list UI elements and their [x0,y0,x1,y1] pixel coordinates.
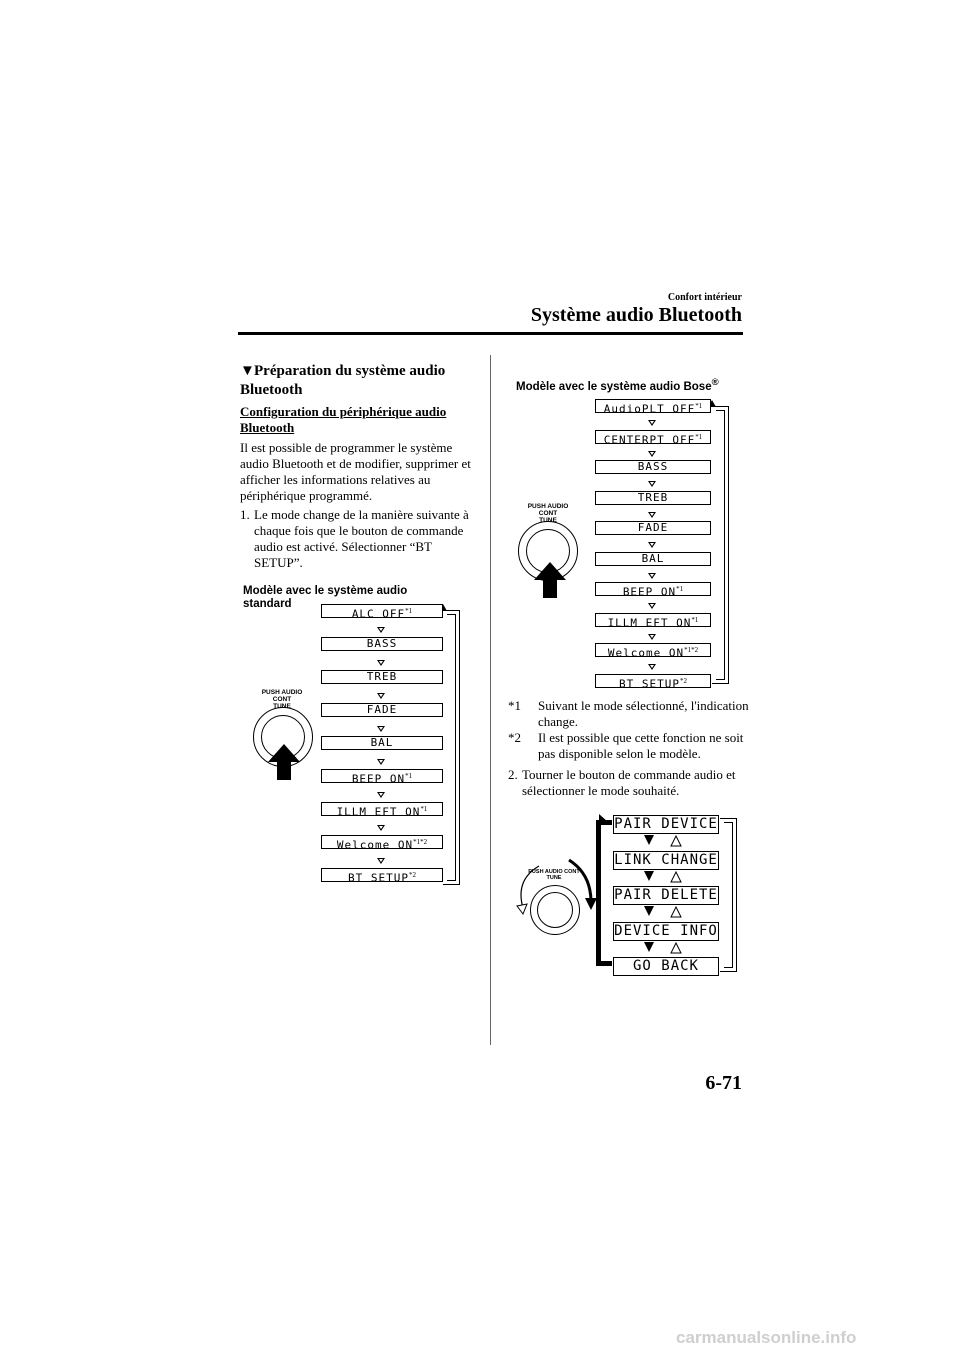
mode-item-note: *1*2 [684,646,699,654]
bt-menu-item: PAIR DELETE [614,887,718,903]
mode-item [321,802,443,819]
down-arrow-icon [377,693,385,699]
bt-arrows-icon [641,870,691,884]
mode-item [321,835,443,852]
page-number: 6-71 [705,1072,742,1094]
mode-item-label: BEEP ON [622,585,677,599]
mode-item-label: TREB [366,670,398,683]
mode-item [595,643,711,660]
bt-arrows-icon [641,941,691,955]
column-divider [490,355,491,1045]
mode-item-label: FADE [637,521,669,534]
rotate-arrows-icon [505,850,605,920]
mode-item-label: BAL [370,736,394,749]
push-arrow-icon [530,560,570,600]
mode-item-note: *1 [405,772,413,780]
knob-label: PUSH AUDIO CONT TUNE [528,869,580,881]
bracket-bar [596,820,601,966]
mode-item-note: *1 [691,615,699,624]
bracket-arrow-icon [599,814,608,822]
footnote-1: *1 Suivant le mode sélectionné, l'indication change. [508,698,749,729]
mode-item-label: TREB [637,490,669,504]
down-arrow-icon [377,759,385,765]
mode-item-note: *1 [695,432,703,441]
section-label: Confort intérieur [667,292,742,303]
down-arrow-icon [648,542,656,548]
down-arrow-icon [377,825,385,831]
mode-item [321,637,443,651]
mode-item [595,582,711,599]
down-arrow-icon [648,451,656,457]
down-arrow-icon [648,573,656,579]
mode-item [321,769,443,786]
mode-item-note: *1*2 [413,838,428,846]
mode-item-note: *2 [679,676,687,685]
mode-item-label: BASS [637,460,669,473]
mode-item [595,613,711,630]
step-1-number: 1. [240,507,250,522]
mode-item [595,430,711,447]
mode-item-label: BASS [366,637,398,650]
mode-item [321,703,443,717]
intro-paragraph: Il est possible de programmer le système audio Bluetooth et de modifier, supprimer et afficher les informations relatives au périphérique programmé. [240,440,471,503]
bt-menu-item: PAIR DEVICE [614,816,718,832]
mode-item-label: BT SETUP [619,677,680,691]
step-1-text: Le mode change de la manière suivante à chaque fois que le bouton de commande audio est activé. Sélectionner “BT SETUP”. [254,507,469,570]
down-arrow-icon [648,634,656,640]
knob-label: PUSH AUDIO CONT TUNE [527,503,569,524]
subheading: Configuration du périphérique audio Bluetooth [240,404,447,435]
bt-menu-item: GO BACK [613,957,719,976]
triangle-marker-icon: ▼ [240,363,255,379]
mode-item [595,674,711,691]
mode-item-note: *1 [676,585,684,593]
watermark: carmanualsonline.info [676,1328,857,1347]
mode-item [321,604,443,621]
mode-item [595,460,711,474]
section-heading [240,362,470,400]
mode-item-label: Welcome ON [607,646,685,660]
down-arrow-icon [648,512,656,518]
mode-item [595,521,711,535]
mode-item-label: AudioPLT OFF [603,402,696,416]
mode-item-label: FADE [366,703,398,716]
mode-item-label: BT SETUP [348,871,409,885]
step-2-text: Tourner le bouton de commande audio et sélectionner le mode souhaité. [522,767,736,798]
knob-label: PUSH AUDIO CONT TUNE [261,689,303,710]
mode-item-label: Welcome ON [336,838,414,852]
registered-mark: ® [711,377,719,388]
step-2-number: 2. [508,767,518,782]
bt-menu-item: DEVICE INFO [614,922,718,939]
section-heading-text: Préparation du système audio Bluetooth [240,363,446,398]
mode-item-label: ALC OFF [351,607,406,621]
bt-menu-item: LINK CHANGE [614,851,718,868]
down-arrow-icon [648,664,656,670]
mode-item [321,736,443,750]
header-rule [238,332,743,335]
mode-item-note: *1 [405,607,413,615]
mode-item [595,491,711,505]
down-arrow-icon [377,858,385,864]
mode-item-note: *1 [695,402,703,410]
mode-item [321,868,443,885]
down-arrow-icon [377,627,385,633]
mode-item [595,399,711,416]
down-arrow-icon [377,792,385,798]
bt-arrows-icon [641,834,691,848]
step-2 [508,767,748,799]
down-arrow-icon [648,481,656,487]
down-arrow-icon [377,660,385,666]
bose-caption: Modèle avec le système audio Bose® [516,377,719,393]
mode-item-label: ILLM EFT ON [607,616,692,630]
mode-item-note: *1 [420,805,428,813]
push-arrow-icon [264,742,304,782]
footnote-2: *2 Il est possible que cette fonction ne soit pas disponible selon le modèle. [508,730,744,761]
mode-item-label: ILLM EFT ON [336,805,421,819]
mode-item-note: *2 [408,871,416,879]
step-1 [240,507,480,571]
mode-item-label: BAL [641,551,665,565]
mode-item-label: BEEP ON [351,772,406,786]
mode-item-label: CENTERPT OFF [603,433,696,447]
page-title: Système audio Bluetooth [530,304,742,326]
down-arrow-icon [648,420,656,426]
down-arrow-icon [648,603,656,609]
mode-item [321,670,443,684]
standard-caption: Modèle avec le système audio standard [243,585,408,610]
mode-item [595,552,711,566]
down-arrow-icon [377,726,385,732]
bt-arrows-icon [641,905,691,919]
